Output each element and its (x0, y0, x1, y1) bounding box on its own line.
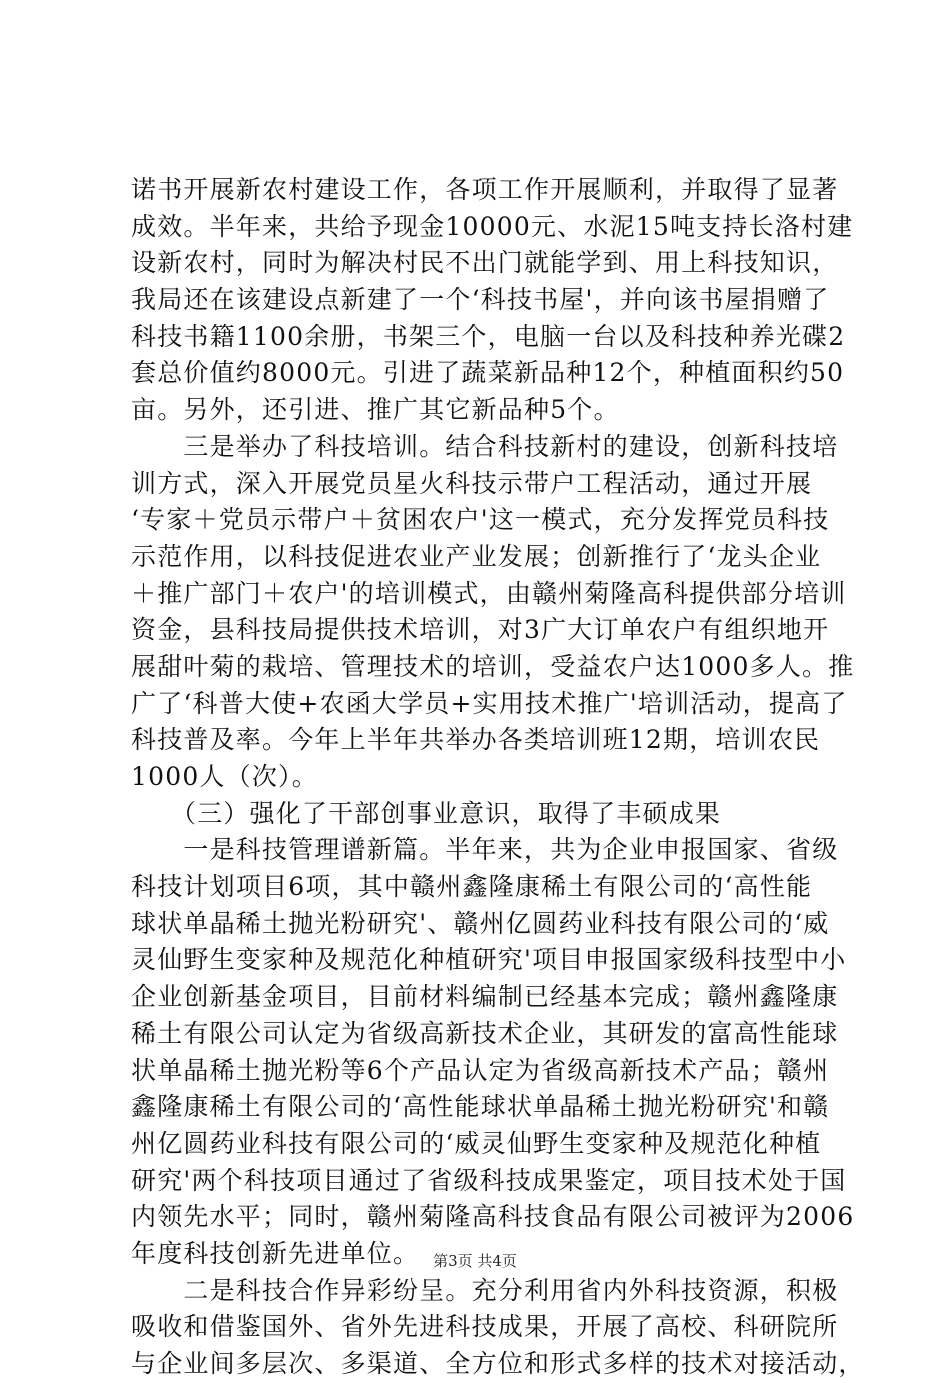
text-line: 三是举办了科技培训。结合科技新村的建设，创新科技培 (131, 431, 839, 461)
text-line: 企业创新基金项目，目前材料编制已经基本完成；赣州鑫隆康 (131, 982, 839, 1012)
text-line: ＋推广部门＋农户'的培训模式，由赣州菊隆高科提供部分培训 (131, 578, 847, 608)
text-line: 一是科技管理谱新篇。半年来，共为企业申报国家、省级 (131, 835, 839, 865)
text-line: 科技书籍1100余册，书架三个，电脑一台以及科技种养光碟2 (131, 321, 846, 351)
text-line: 与企业间多层次、多渠道、全方位和形式多样的技术对接活动， (131, 1349, 865, 1378)
text-line: 状单晶稀土抛光粉等6个产品认定为省级高新技术产品；赣州 (131, 1055, 830, 1085)
text-line: 训方式，深入开展党员星火科技示带户工程活动，通过开展 (131, 468, 813, 498)
text-line: 广了‘科普大使+农函大学员+实用技术推广'培训活动，提高了 (131, 688, 848, 718)
text-line: 设新农村，同时为解决村民不出门就能学到、用上科技知识， (131, 248, 839, 278)
body-text (131, 172, 865, 1383)
text-line: 稀土有限公司认定为省级高新技术企业，其研发的富高性能球 (131, 1018, 839, 1048)
text-line: 研究'两个科技项目通过了省级科技成果鉴定，项目技术处于国 (131, 1165, 847, 1195)
text-line: 诺书开展新农村建设工作，各项工作开展顺利，并取得了显著 (131, 175, 839, 204)
text-line: 年度科技创新先进单位。 (131, 1238, 420, 1268)
text-line: 我局还在该建设点新建了一个‘科技书屋'，并向该书屋捐赠了 (131, 285, 830, 315)
text-line: 资金，县科技局提供技术培训，对3广大订单农户有组织地开 (131, 615, 830, 645)
text-line: 鑫隆康稀土有限公司的‘高性能球状单晶稀土抛光粉研究'和赣 (131, 1092, 830, 1122)
text-line: 科技普及率。今年上半年共举办各类培训班12期，培训农民 (131, 725, 821, 755)
text-line: 示范作用，以科技促进农业产业发展；创新推行了‘龙头企业 (131, 541, 822, 571)
text-line: 球状单晶稀土抛光粉研究'、赣州亿圆药业科技有限公司的‘威 (131, 908, 830, 938)
text-line: 成效。半年来，共给予现金10000元、水泥15吨支持长洛村建 (131, 211, 854, 241)
section-heading: （三）强化了干部创事业意识，取得了丰硕成果 (131, 798, 722, 828)
text-line: ‘专家＋党员示带户＋贫困农户'这一模式，充分发挥党员科技 (131, 505, 830, 535)
text-line: 吸收和借鉴国外、省外先进科技成果，开展了高校、科研院所 (131, 1312, 839, 1342)
text-line: 内领先水平；同时，赣州菊隆高科技食品有限公司被评为2006 (131, 1202, 855, 1232)
text-line: 套总价值约8000元。引进了蔬菜新品种12个，种植面积约50 (131, 358, 845, 388)
text-line: 科技计划项目6项，其中赣州鑫隆康稀土有限公司的‘高性能 (131, 872, 813, 902)
page-number-footer: 第3页 共4页 (433, 1252, 517, 1270)
text-line: 1000人（次）。 (131, 762, 318, 791)
text-line: 州亿圆药业科技有限公司的‘威灵仙野生变家种及规范化种植 (131, 1128, 822, 1158)
text-line: 展甜叶菊的栽培、管理技术的培训，受益农户达1000多人。推 (131, 651, 855, 681)
text-line: 亩。另外，还引进、推广其它新品种5个。 (131, 395, 620, 425)
text-line: 灵仙野生变家种及规范化种植研究'项目申报国家级科技型中小 (131, 945, 847, 975)
text-line: 二是科技合作异彩纷呈。充分利用省内外科技资源，积极 (131, 1275, 839, 1305)
